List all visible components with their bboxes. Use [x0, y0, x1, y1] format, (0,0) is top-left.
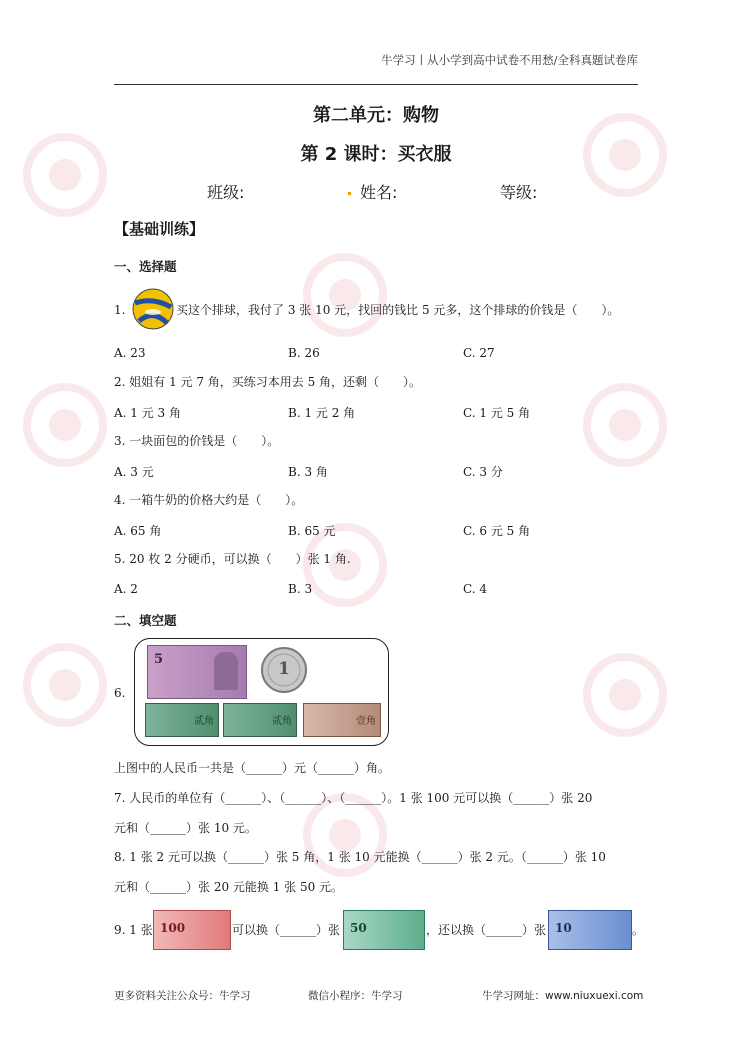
q5-option-c: C. 4: [463, 582, 488, 596]
q3-option-b: B. 3 角: [288, 465, 328, 479]
q4-option-a: A. 65 角: [114, 524, 162, 538]
name-label: 姓名:: [360, 183, 398, 202]
question-2-text: 2. 姐姐有 1 元 7 角，买练习本用去 5 角，还剩（ ）。: [114, 375, 422, 389]
fifty-yuan-note: 50: [343, 910, 425, 950]
q1-option-a: A. 23: [114, 346, 146, 360]
two-jiao-note: 贰角: [145, 703, 219, 737]
part1-heading: 一、选择题: [114, 259, 177, 274]
unit-title: 第二单元：购物: [313, 105, 439, 126]
watermark-logo: [580, 650, 670, 744]
watermark-logo: [580, 380, 670, 474]
lesson-title: 第 2 课时：买衣服: [300, 144, 452, 165]
q3-option-c: C. 3 分: [463, 465, 503, 479]
question-4-text: 4. 一箱牛奶的价格大约是（ ）。: [114, 493, 304, 507]
question-6-text: 上图中的人民币一共是（______）元（______）角。: [114, 761, 391, 775]
question-9-end: 。: [632, 923, 645, 937]
question-9-part-c: ，还以换（______）张: [426, 923, 547, 937]
question-9-part-b: 可以换（______）张: [232, 923, 341, 937]
one-jiao-note: 壹角: [303, 703, 381, 737]
footer-website[interactable]: 牛学习网址：www.niuxuexi.com: [482, 990, 644, 1002]
watermark-logo: [20, 380, 110, 474]
question-7-line1: 7. 人民币的单位有（______）、（______）、（______）。1 张 100 元可以换（______）张 20: [114, 791, 593, 805]
volleyball-image: [131, 287, 177, 335]
ten-yuan-note: 10: [548, 910, 632, 950]
dot-mark: [348, 192, 351, 195]
q2-option-a: A. 1 元 3 角: [114, 406, 182, 420]
question-3-text: 3. 一块面包的价钱是（ ）。: [114, 434, 280, 448]
q5-option-b: B. 3: [288, 582, 313, 596]
q2-option-b: B. 1 元 2 角: [288, 406, 356, 420]
hundred-yuan-note: 100: [153, 910, 231, 950]
part2-heading: 二、填空题: [114, 613, 177, 628]
q4-option-b: B. 65 元: [288, 524, 336, 538]
portrait-icon: [214, 652, 238, 690]
watermark-logo: [300, 250, 390, 344]
q4-option-c: C. 6 元 5 角: [463, 524, 531, 538]
header-divider: [114, 84, 638, 85]
page-header: 牛学习丨从小学到高中试卷不用愁/全科真题试卷库: [381, 53, 638, 67]
question-8-line2: 元和（______）张 20 元能换 1 张 50 元。: [114, 880, 344, 894]
question-1-number: 1.: [114, 303, 126, 317]
watermark-logo: [20, 640, 110, 734]
two-jiao-note: 贰角: [223, 703, 297, 737]
q3-option-a: A. 3 元: [114, 465, 154, 479]
question-1-text: 买这个排球，我付了 3 张 10 元，找回的钱比 5 元多，这个排球的价钱是（ ）。: [176, 303, 620, 317]
question-9-part-a: 9. 1 张: [114, 923, 153, 937]
question-6-number: 6.: [114, 686, 126, 700]
class-label: 班级:: [207, 183, 245, 202]
question-5-text: 5. 20 枚 2 分硬币，可以换（ ）张 1 角.: [114, 552, 351, 566]
q1-option-c: C. 27: [463, 346, 495, 360]
section-basic: 【基础训练】: [114, 220, 205, 238]
five-yuan-note: 5: [147, 645, 247, 699]
q2-option-c: C. 1 元 5 角: [463, 406, 531, 420]
footer-mini-program: 微信小程序：牛学习: [308, 990, 403, 1002]
question-8-line1: 8. 1 张 2 元可以换（______）张 5 角，1 张 10 元能换（______）张 2 元。（______）张 10: [114, 850, 606, 864]
grade-label: 等级:: [500, 183, 538, 202]
one-yuan-coin: 1: [260, 646, 308, 698]
q1-option-b: B. 26: [288, 346, 320, 360]
question-7-line2: 元和（______）张 10 元。: [114, 821, 257, 835]
footer-wechat-account: 更多资料关注公众号：牛学习: [114, 990, 251, 1002]
q5-option-a: A. 2: [114, 582, 138, 596]
